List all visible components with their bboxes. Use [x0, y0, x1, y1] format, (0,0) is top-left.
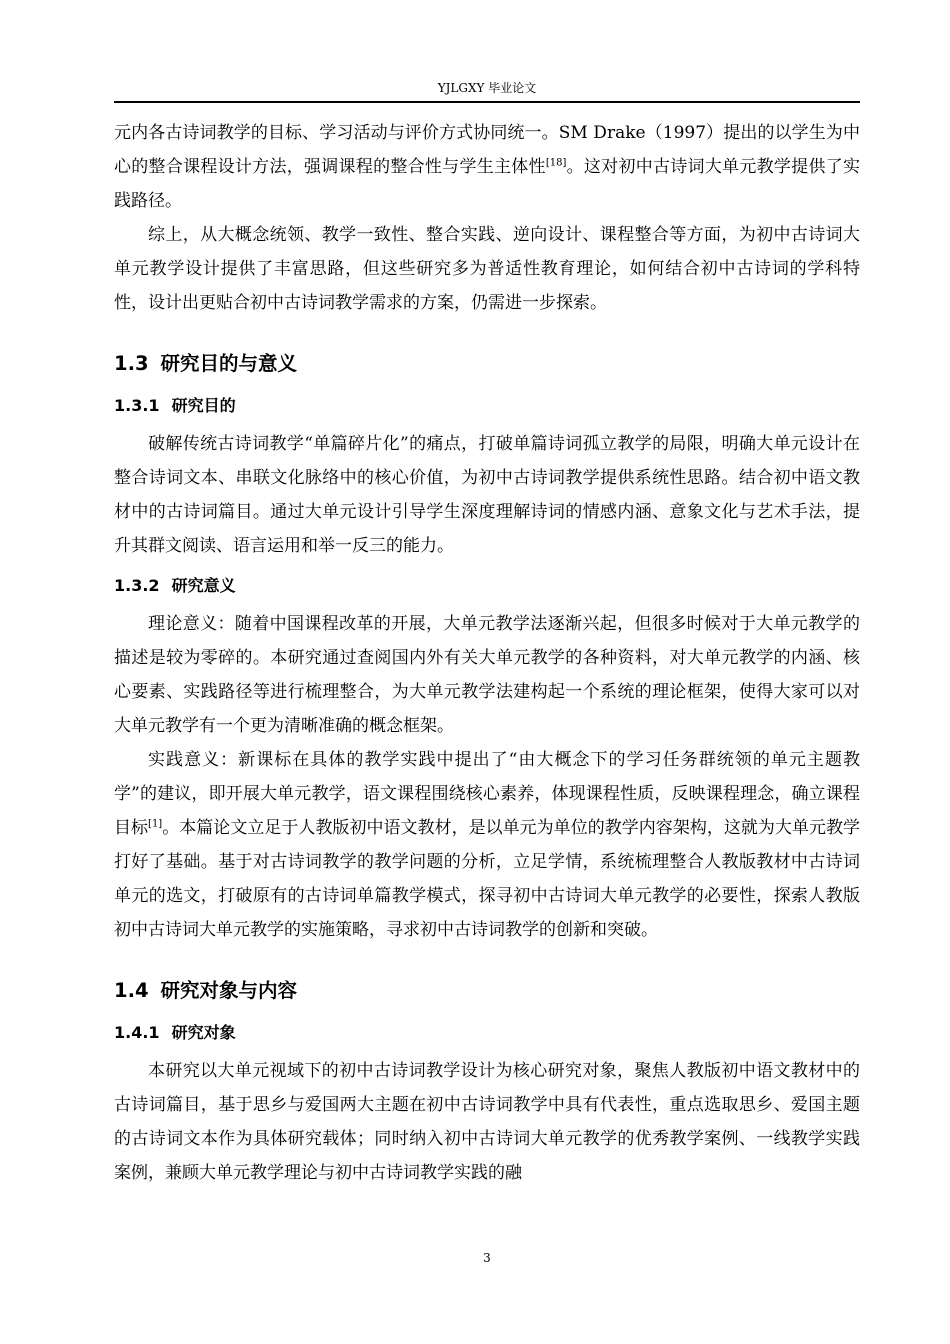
subsection-number: 1.3.2 [114, 576, 160, 595]
body-paragraph [114, 743, 860, 947]
section-title: 研究对象与内容 [160, 979, 298, 1002]
subsection-number: 1.3.1 [114, 396, 160, 415]
subsection-heading-1-3-1 [114, 391, 860, 421]
subsection-heading-1-4-1 [114, 1018, 860, 1048]
section-title: 研究目的与意义 [160, 352, 298, 375]
running-header: YJLGXY 毕业论文 [437, 81, 537, 95]
body-paragraph: 破解传统古诗词教学“单篇碎片化”的痛点，打破单篇诗词孤立教学的局限，明确大单元设计在整合诗词文本、串联文化脉络中的核心价值，为初中古诗词教学提供系统性思路。结合初中语文教材中的古诗词篇目。通过大单元设计引导学生深度理解诗词的情感内涵、意象文化与艺术手法，提升其群文阅读、语言运用和举一反三的能力。 [114, 434, 860, 556]
body-paragraph [114, 116, 860, 218]
section-heading-1-3 [114, 347, 860, 381]
header-rule [114, 101, 860, 103]
page-body [114, 116, 860, 1190]
body-paragraph: 综上，从大概念统领、教学一致性、整合实践、逆向设计、课程整合等方面，为初中古诗词大单元教学设计提供了丰富思路，但这些研究多为普适性教育理论，如何结合初中古诗词的学科特性，设计出更贴合初中古诗词教学需求的方案，仍需进一步探索。 [114, 225, 860, 313]
body-paragraph: 本研究以大单元视域下的初中古诗词教学设计为核心研究对象，聚焦人教版初中语文教材中的古诗词篇目，基于思乡与爱国两大主题在初中古诗词教学中具有代表性，重点选取思乡、爱国主题的古诗词文本作为具体研究载体；同时纳入初中古诗词大单元教学的优秀教学案例、一线教学实践案例，兼顾大单元教学理论与初中古诗词教学实践的融 [114, 1061, 860, 1183]
citation-ref: [18] [545, 157, 567, 169]
citation-ref: [1] [148, 818, 163, 830]
section-number: 1.4 [114, 979, 149, 1002]
subsection-title: 研究意义 [171, 576, 236, 595]
subsection-number: 1.4.1 [114, 1023, 160, 1042]
subsection-title: 研究目的 [171, 396, 236, 415]
section-heading-1-4 [114, 974, 860, 1008]
subsection-title: 研究对象 [171, 1023, 236, 1042]
paragraph-text: 实践意义：新课标在具体的教学实践中提出了“由大概念下的学习任务群统领的单元主题教学”的建议，即开展大单元教学，语文课程围绕核心素养，体现课程性质，反映课程理念，确立课程目标 [114, 750, 860, 838]
page-number: 3 [483, 1251, 491, 1265]
section-number: 1.3 [114, 352, 149, 375]
body-paragraph: 理论意义：随着中国课程改革的开展，大单元教学法逐渐兴起，但很多时候对于大单元教学的描述是较为零碎的。本研究通过查阅国内外有关大单元教学的各种资料，对大单元教学的内涵、核心要素、实践路径等进行梳理整合，为大单元教学法建构起一个系统的理论框架，使得大家可以对大单元教学有一个更为清晰准确的概念框架。 [114, 614, 860, 736]
paragraph-text: 元内各古诗词教学的目标、学习活动与评价方式协同统一。SM Drake（1997）提出的以学生为中心的整合课程设计方法，强调课程的整合性与学生主体性 [114, 123, 860, 177]
paragraph-text: 。这对初中古诗词大单元教学提供了实践路径。 [114, 157, 861, 211]
subsection-heading-1-3-2 [114, 571, 860, 601]
paragraph-text: 。本篇论文立足于人教版初中语文教材，是以单元为单位的教学内容架构，这就为大单元教学打好了基础。基于对古诗词教学的教学问题的分析，立足学情，系统梳理整合人教版教材中古诗词单元的选文，打破原有的古诗词单篇教学模式，探寻初中古诗词大单元教学的必要性，探索人教版初中古诗词大单元教学的实施策略，寻求初中古诗词教学的创新和突破。 [114, 818, 861, 940]
